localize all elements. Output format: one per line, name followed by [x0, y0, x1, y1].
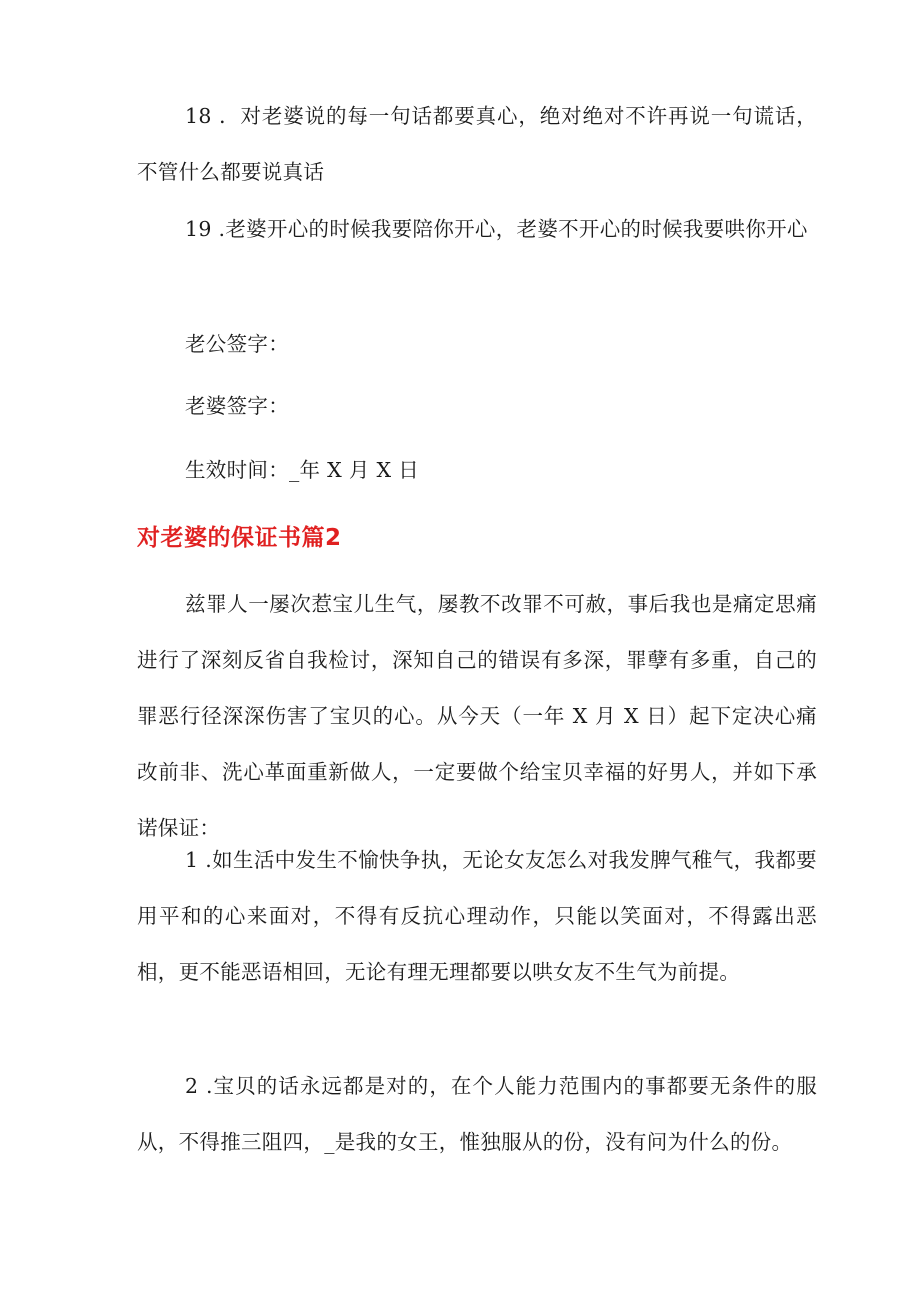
pledge-item-1: 1 .如生活中发生不愉快争执，无论女友怎么对我发脾气稚气，我都要用平和的心来面对，不得有反抗心理动作，只能以笑面对，不得露出恶相，更不能恶语相回，无论有理无理都要以哄女友不生气为前提。: [137, 848, 817, 984]
intro-paragraph: 兹罪人一屡次惹宝儿生气，屡教不改罪不可赦，事后我也是痛定思痛进行了深刻反省自我检讨，深知自己的错误有多深，罪孽有多重，自己的罪恶行径深深伤害了宝贝的心。从今天（一年 X 月 X 日）起下定决心痛改前非、洗心革面重新做人，一定要做个给宝贝幸福的好男人，并如下承诺保证：: [137, 592, 817, 840]
husband-signature-label: 老公签字：: [185, 332, 289, 356]
section-heading: 对老婆的保证书篇2: [137, 525, 342, 551]
pledge-item-2: 2 .宝贝的话永远都是对的，在个人能力范围内的事都要无条件的服从，不得推三阻四，_是我的女王，惟独服从的份，没有问为什么的份。: [137, 1074, 817, 1154]
effective-date-label: 生效时间：_年 X 月 X 日: [185, 458, 420, 482]
wife-signature-label: 老婆签字：: [185, 394, 289, 418]
pledge-item-19: 19 .老婆开心的时候我要陪你开心，老婆不开心的时候我要哄你开心: [185, 217, 808, 241]
pledge-item-18: 18 ．对老婆说的每一句话都要真心，绝对绝对不许再说一句谎话，不管什么都要说真话: [137, 104, 817, 184]
